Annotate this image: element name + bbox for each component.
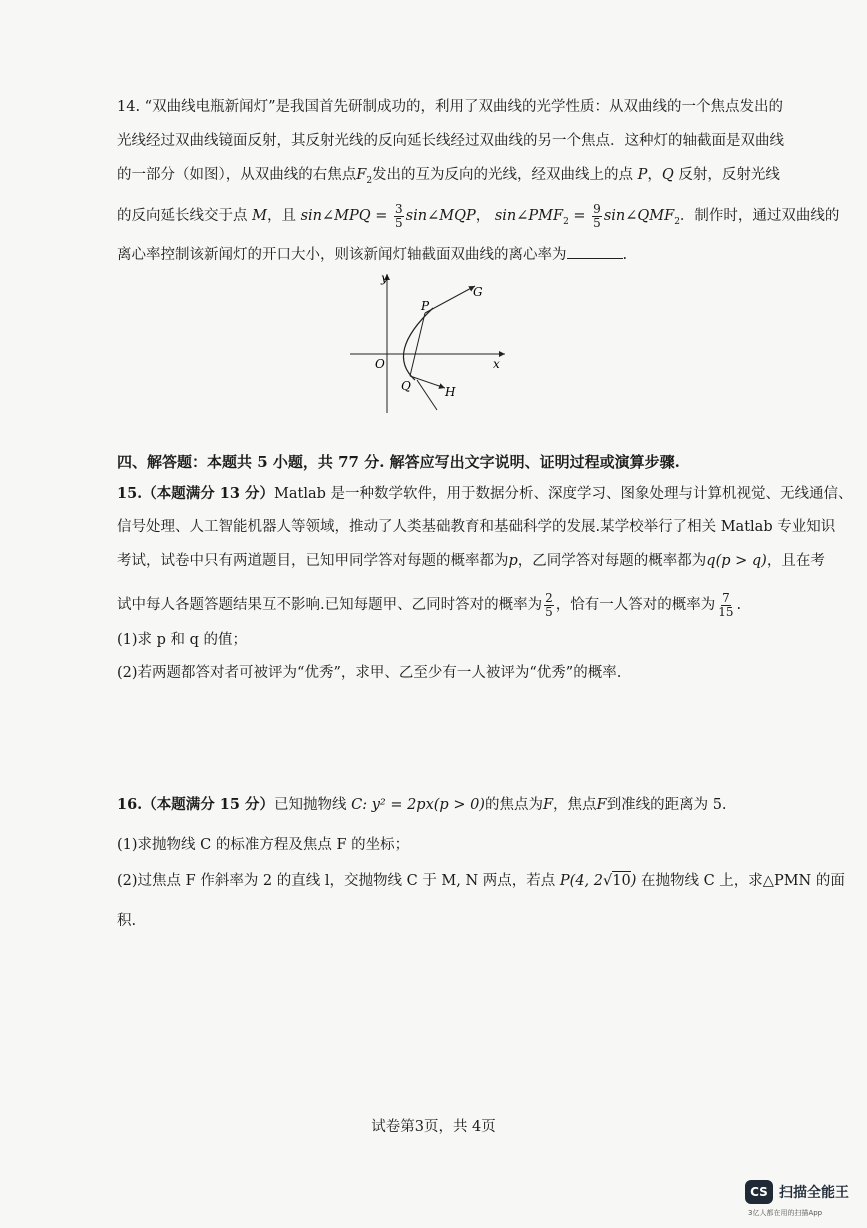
point-q-label: Q xyxy=(401,379,411,393)
q15-sub2: (2)若两题都答对者可被评为“优秀”，求甲、乙至少有一人被评为“优秀”的概率. xyxy=(117,665,622,681)
point-h-label: H xyxy=(445,385,456,399)
point-p-label: P xyxy=(421,299,430,313)
q15-line4: 试中每人各题答题结果互不影响.已知每题甲、乙同时答对的概率为 $\frac{2}{5}$ ，恰有一人答对的概率为 $\frac{7}{15}$ . xyxy=(117,591,742,619)
point-g-label: G xyxy=(473,285,483,299)
q15-line3: 考试，试卷中只有两道题目，已知甲同学答对每题的概率都为p，乙同学答对每题的概率都为q(p > q)，且在考 xyxy=(117,553,825,569)
hyperbola-figure xyxy=(345,268,515,418)
q16-line1: 16.（本题满分 15 分）已知抛物线 C: y² = 2px(p > 0)的焦点为F，焦点F到准线的距离为 5. xyxy=(117,796,727,813)
q15-sub1: (1)求 p 和 q 的值； xyxy=(117,632,248,648)
q14-line3: 的一部分（如图），从双曲线的右焦点$F_2$发出的互为反向的光线，经双曲线上的点 P，Q 反射，反射光线 xyxy=(117,167,780,186)
q14-line5: 离心率控制该新闻灯的开口大小，则该新闻灯轴截面双曲线的离心率为 . xyxy=(117,247,628,263)
q16-sub1: (1)求抛物线 C 的标准方程及焦点 F 的坐标； xyxy=(117,837,410,853)
q14-line1: 14. “双曲线电瓶新闻灯”是我国首先研制成功的，利用了双曲线的光学性质：从双曲线的一个焦点发出的 xyxy=(117,99,783,115)
fraction-7-15: $\frac{7}{15}$ xyxy=(718,591,734,619)
q15-line1: 15.（本题满分 13 分）Matlab 是一种数学软件，用于数据分析、深度学习、图象处理与计算机视觉、无线通信、 xyxy=(117,485,853,502)
fraction-9-5: $\frac{9}{5}$ xyxy=(593,202,601,230)
y-label: y xyxy=(381,271,388,285)
answer-blank xyxy=(567,246,623,259)
section-4-heading: 四、解答题：本题共 5 小题，共 77 分. 解答应写出文字说明、证明过程或演算步骤. xyxy=(117,453,680,471)
fraction-3-5: $\frac{3}{5}$ xyxy=(395,202,403,230)
q14-line4: 的反向延长线交于点 M，且 sin∠MPQ = $\frac{3}{5}$ sin∠MQP， $\sin\angle PMF_2$ = $\frac{9}{5}$ $\sin\angle QMF_2$．制作时，通过双曲线的 xyxy=(117,202,840,230)
page-footer: 试卷第3页，共 4页 xyxy=(371,1119,496,1135)
q16-sub2: (2)过焦点 F 作斜率为 2 的直线 l，交抛物线 C 于 M, N 两点，若点 P(4, 2√10) 在抛物线 C 上，求△PMN 的面 xyxy=(117,873,845,889)
x-label: x xyxy=(493,357,500,371)
fraction-2-5: $\frac{2}{5}$ xyxy=(545,591,553,619)
hyperbola-branch xyxy=(403,308,433,380)
camscanner-badge xyxy=(745,1180,849,1204)
origin-label: O xyxy=(375,357,385,371)
camscanner-logo-icon: CS xyxy=(745,1180,773,1204)
focal-chord xyxy=(410,313,425,376)
camscanner-name: 扫描全能王 xyxy=(779,1185,849,1201)
q15-line2: 信号处理、人工智能机器人等领域，推动了人类基础教育和基础科学的发展.某学校举行了相关 Matlab 专业知识 xyxy=(117,519,836,535)
ray-qh xyxy=(410,376,445,388)
q16-sub2-cont: 积. xyxy=(117,913,137,929)
camscanner-tagline: 3亿人都在用的扫描App xyxy=(748,1209,823,1217)
ray-pg xyxy=(425,286,475,313)
q14-line2: 光线经过双曲线镜面反射，其反射光线的反向延长线经过双曲线的另一个焦点．这种灯的轴截面是双曲线 xyxy=(117,133,784,149)
